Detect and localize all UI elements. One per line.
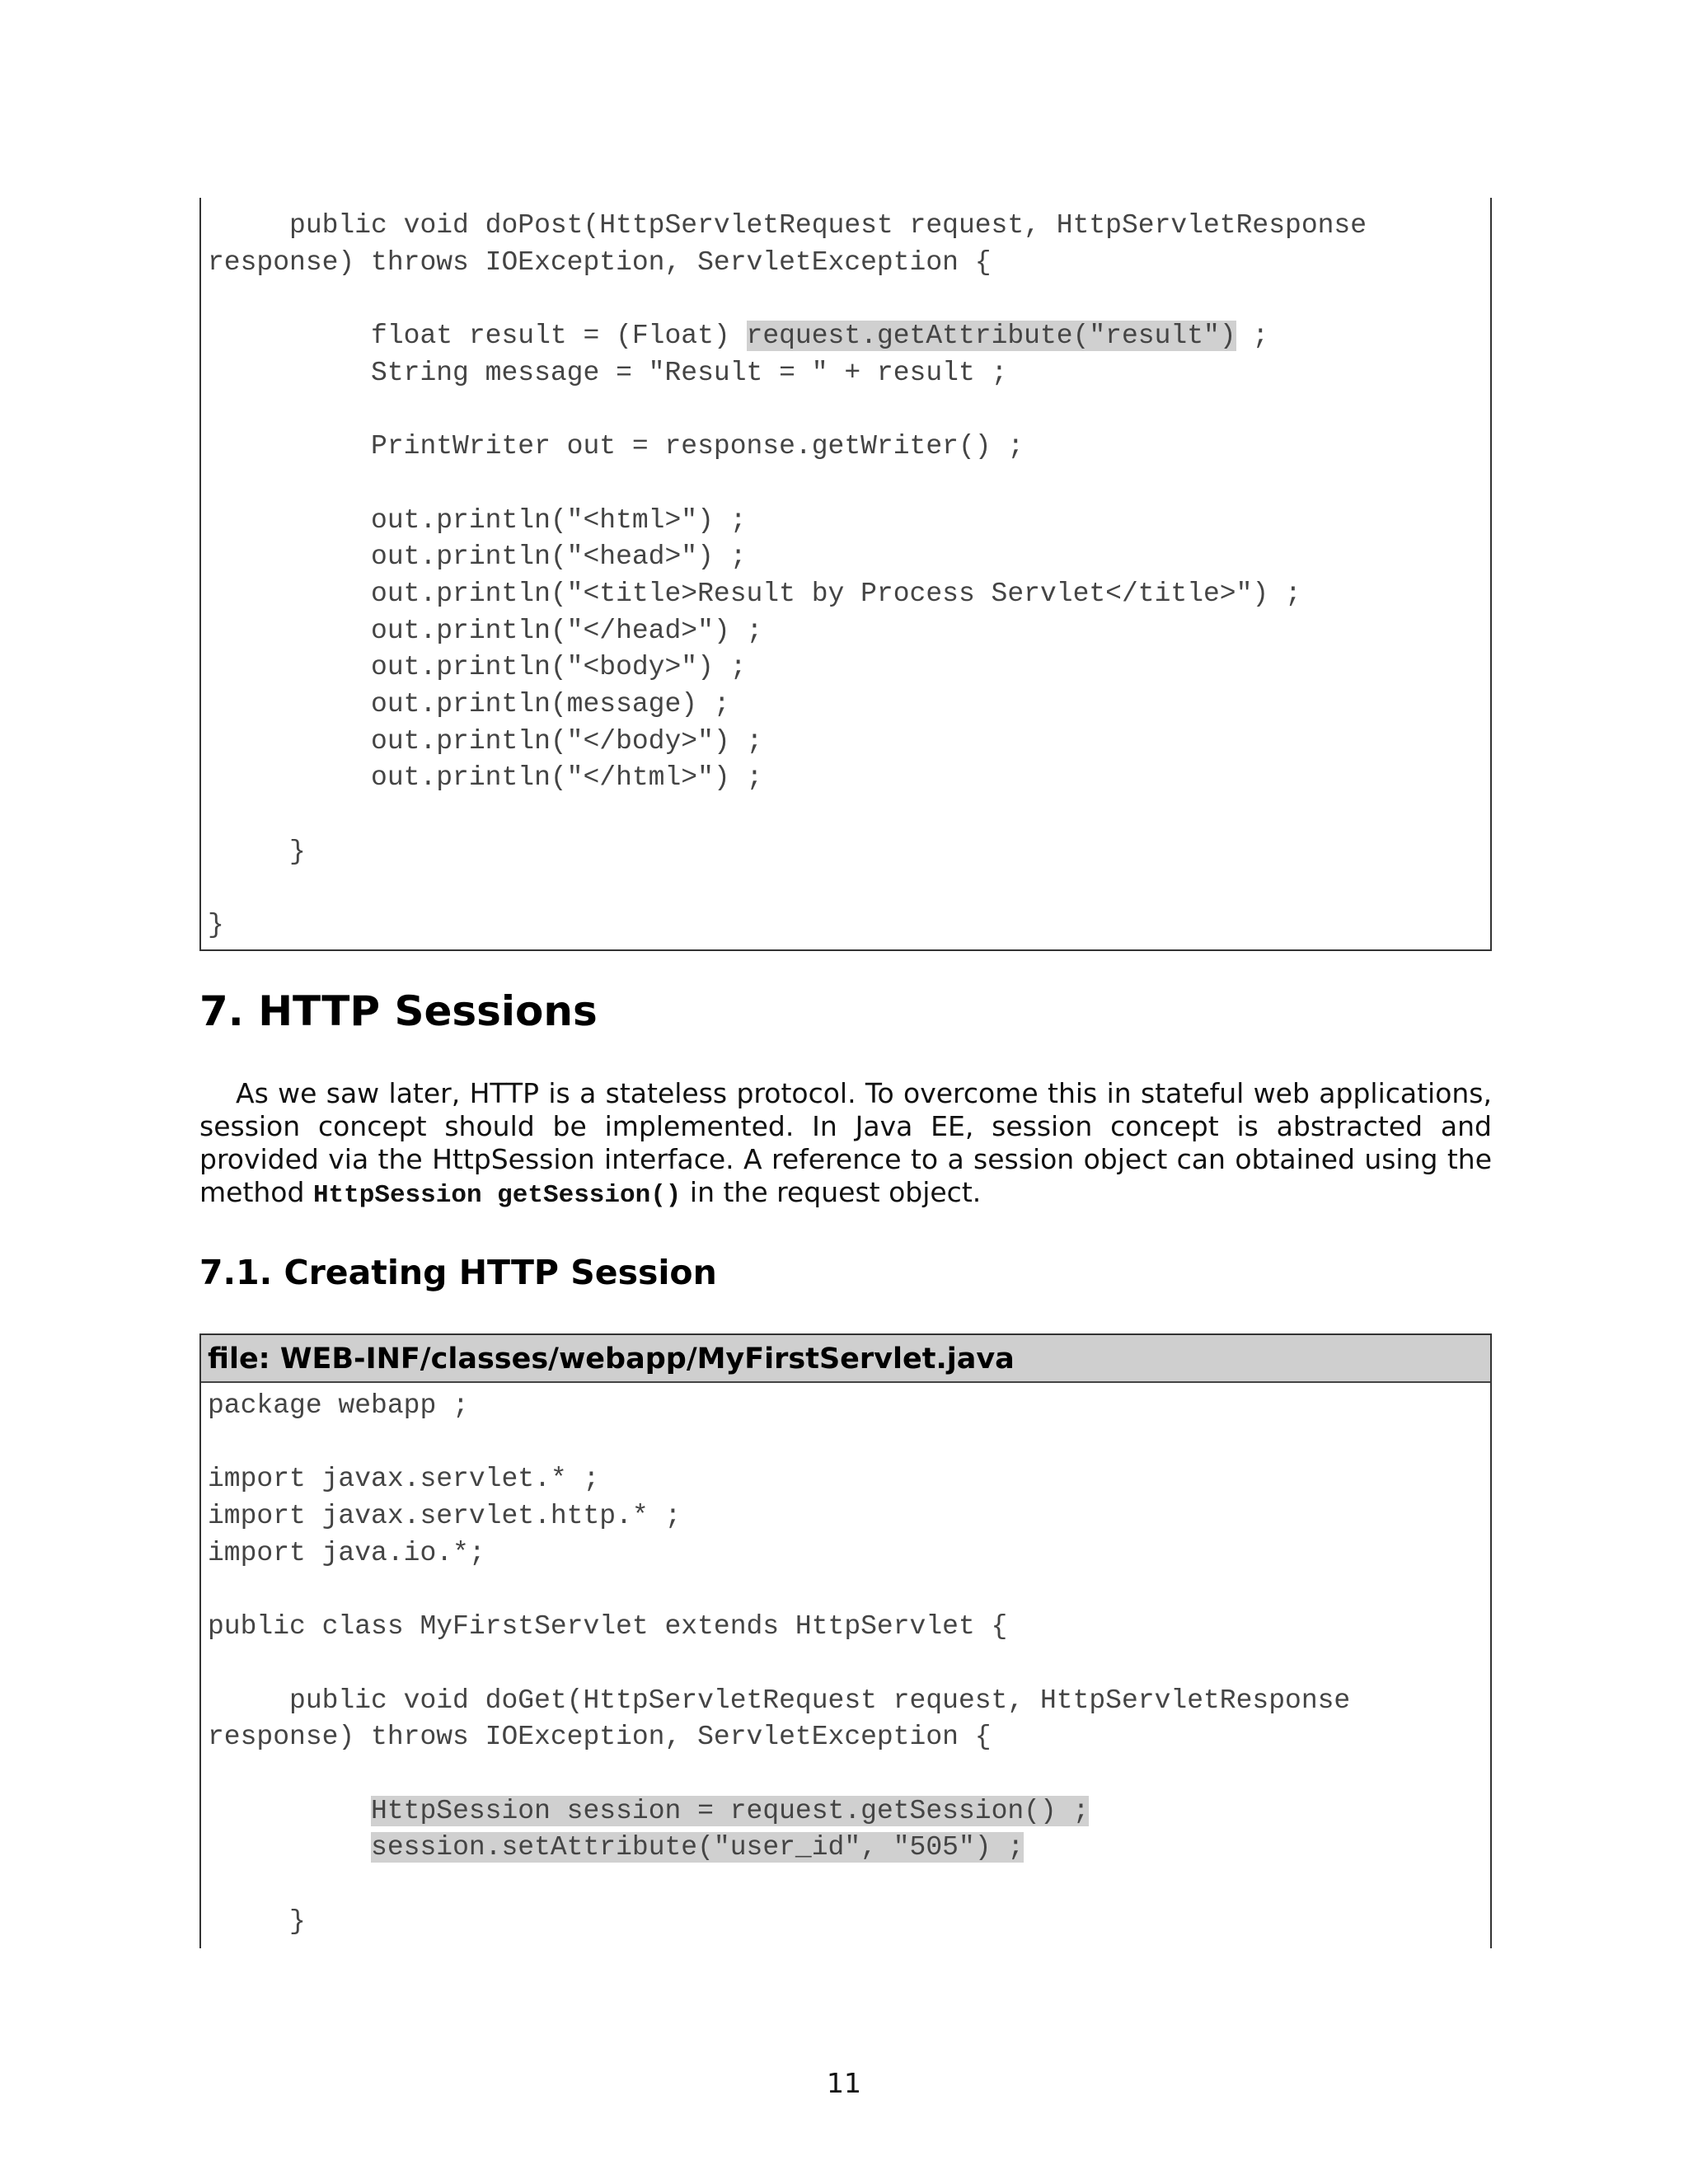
code-line: [201, 1683, 1490, 1720]
code-line: [201, 687, 1490, 724]
code-line: [201, 208, 1490, 245]
code-text: out.println("<html>") ;: [208, 504, 747, 536]
page-number: 11: [827, 2067, 861, 2099]
paragraph-text-end: in the request object.: [681, 1176, 982, 1208]
code-line: [201, 724, 1490, 761]
code-line: [201, 613, 1490, 650]
code-line: [201, 1498, 1490, 1535]
inline-code: HttpSession getSession(): [312, 1181, 682, 1210]
code-text: response) throws IOException, ServletException {: [208, 1722, 992, 1753]
code-text: String message = "Result = " + result ;: [208, 357, 1008, 388]
code-line: [201, 1756, 1490, 1793]
code-line: [201, 576, 1490, 613]
code-line: [201, 1719, 1490, 1756]
paragraph-text: As we saw later, HTTP is a stateless protocol. To overcome this in stateful web applications, session concept should be implemented. In Java EE, session concept is abstracted and provided via the HttpSession interface. A reference to a session object can obtained using the method: [199, 1077, 1492, 1208]
code-line: [201, 355, 1490, 392]
code-text: import javax.servlet.http.* ;: [208, 1501, 682, 1532]
code-line: [201, 1646, 1490, 1683]
code-line: [201, 1793, 1490, 1830]
code-text: public class MyFirstServlet extends HttpServlet {: [208, 1611, 1008, 1643]
code-text: [208, 1832, 371, 1863]
code-line: [201, 429, 1490, 466]
code-text: out.println("</html>") ;: [208, 762, 763, 794]
code-line: [201, 318, 1490, 355]
code-text: package webapp ;: [208, 1390, 469, 1421]
section-heading: 7. HTTP Sessions: [199, 987, 598, 1035]
code-text: }: [208, 836, 306, 867]
code-line: [201, 466, 1490, 503]
section-paragraph: [199, 1077, 1492, 1212]
code-body: [201, 1388, 1490, 1940]
code-line: [201, 1425, 1490, 1462]
code-line: [201, 649, 1490, 687]
code-line: [201, 539, 1490, 576]
highlighted-code: HttpSession session = request.getSession() ;: [371, 1795, 1090, 1826]
code-text: public void doPost(HttpServletRequest request, HttpServletResponse: [208, 210, 1367, 241]
highlighted-code: session.setAttribute("user_id", "505") ;: [371, 1832, 1025, 1863]
code-text: import javax.servlet.* ;: [208, 1464, 600, 1495]
code-text: }: [208, 910, 224, 941]
code-text: ;: [1236, 321, 1269, 352]
code-text: response) throws IOException, ServletException {: [208, 246, 992, 278]
code-line: [201, 391, 1490, 429]
code-text: }: [208, 1905, 306, 1937]
code-text: [208, 1796, 371, 1826]
code-text: public void doGet(HttpServletRequest request, HttpServletResponse: [208, 1685, 1351, 1716]
code-text: import java.io.*;: [208, 1537, 485, 1568]
code-body: [201, 208, 1490, 944]
code-line: [201, 1867, 1490, 1904]
code-line: [201, 503, 1490, 540]
code-line: [201, 870, 1490, 907]
subsection-heading: 7.1. Creating HTTP Session: [199, 1253, 717, 1292]
code-line: [201, 907, 1490, 944]
code-block-dopost: [199, 198, 1492, 951]
code-text: PrintWriter out = response.getWriter() ;: [208, 431, 1025, 462]
file-label: file: WEB-INF/classes/webapp/MyFirstServlet.java: [201, 1335, 1490, 1383]
code-line: [201, 1461, 1490, 1498]
code-line: [201, 797, 1490, 834]
code-text: out.println("<head>") ;: [208, 541, 747, 573]
code-text: float result = (Float): [208, 321, 747, 352]
code-text: out.println("</body>") ;: [208, 725, 763, 757]
code-line: [201, 281, 1490, 318]
highlighted-code: request.getAttribute("result"): [746, 321, 1236, 352]
code-block-myfirstservlet: [199, 1333, 1492, 1948]
code-line: [201, 1535, 1490, 1572]
code-line: [201, 1388, 1490, 1425]
code-text: out.println(message) ;: [208, 688, 730, 719]
code-line: [201, 1830, 1490, 1867]
code-line: [201, 760, 1490, 797]
code-line: [201, 834, 1490, 871]
code-line: [201, 1609, 1490, 1646]
code-text: out.println("</head>") ;: [208, 615, 763, 646]
code-line: [201, 1572, 1490, 1609]
code-line: [201, 1904, 1490, 1941]
code-line: [201, 245, 1490, 282]
code-text: out.println("<title>Result by Process Servlet</title>") ;: [208, 578, 1301, 609]
code-text: out.println("<body>") ;: [208, 652, 747, 683]
